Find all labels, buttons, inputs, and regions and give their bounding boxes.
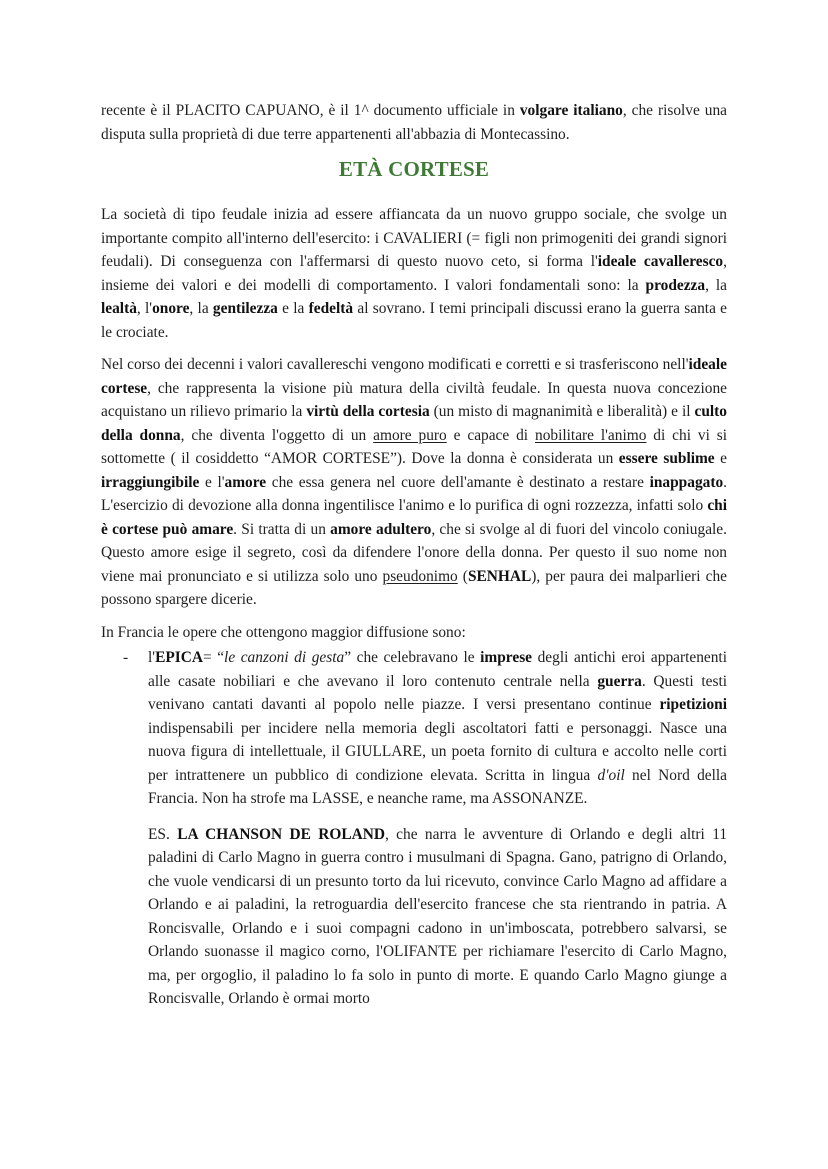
document-page: [101, 99, 727, 1011]
intro-paragraph: recente è il PLACITO CAPUANO, è il 1^ documento ufficiale in volgare italiano, che risolve una disputa sulla proprietà di due terre appartenenti all'abbazia di Montecassino.: [101, 102, 728, 143]
list-item-epica: [101, 646, 727, 811]
list-bullet: -: [123, 649, 129, 666]
paragraph-ideale-cortese: Nel corso dei decenni i valori cavallereschi vengono modificati e corretti e si trasferiscono nell'ideale cortese, che rappresenta la visione più matura della civiltà feudale. In questa nuova concezione acquistano un rilievo primario la virtù della cortesia (un misto di magnanimità e liberalità) e il culto della donna, che diventa l'oggetto di un amore puro e capace di nobilitare l'animo di chi vi si sottomette ( il cosiddetto “AMOR CORTESE”). Dove la donna è considerata un essere sublime e irraggiungibile e l'amore che essa genera nel cuore dell'amante è destinato a restare inappagato. L'esercizio di devozione alla donna ingentilisce l'animo e lo purifica di ogni rozzezza, infatti solo chi è cortese può amare. Si tratta di un amore adultero, che si svolge al di fuori del vincolo coniugale. Questo amore esige il segreto, così da difendere l'onore della donna. Per questo il suo nome non viene mai pronunciato e si utilizza solo uno pseudonimo (SENHAL), per paura dei malparlieri che possono spargere dicerie.: [101, 356, 728, 608]
chanson-de-roland-paragraph: ES. LA CHANSON DE ROLAND, che narra le avventure di Orlando e degli altri 11 paladini di Carlo Magno in guerra contro i musulmani di Spagna. Gano, patrigno di Orlando, che vuole vendicarsi di un presunto torto da lui ricevuto, convince Carlo Magno ad affidare a Orlando e ai paladini, la retroguardia dell'esercito francese che sta rientrando in patria. A Roncisvalle, Orlando e i suoi compagni cadono in un'imboscata, potrebbero salvarsi, se Orlando suonasse il magico corno, l'OLIFANTE per richiamare l'esercito di Carlo Magno, ma, per orgoglio, il paladino lo fa solo in punto di morte. E quando Carlo Magno giunge a Roncisvalle, Orlando è ormai morto: [148, 825, 728, 1007]
section-title: ETÀ CORTESE: [338, 157, 490, 181]
works-list: [101, 646, 727, 1011]
paragraph-francia: In Francia le opere che ottengono maggior diffusione sono:: [101, 623, 466, 641]
paragraph-cavalieri: La società di tipo feudale inizia ad essere affiancata da un nuovo gruppo sociale, che svolge un importante compito all'interno dell'esercito: i CAVALIERI (= figli non primogeniti dei grandi signori feudali). Di conseguenza con l'affermarsi di questo nuovo ceto, si forma l'ideale cavalleresco, insieme dei valori e dei modelli di comportamento. I valori fondamentali sono: la prodezza, la lealtà, l'onore, la gentilezza e la fedeltà al sovrano. I temi principali discussi erano la guerra santa e le crociate.: [101, 206, 728, 341]
epica-text: l'EPICA= “le canzoni di gesta” che celebravano le imprese degli antichi eroi appartenenti alle casate nobiliari e che avevano il loro contenuto centrale nella guerra. Questi testi venivano cantati davanti al popolo nelle piazze. I versi presentano continue ripetizioni indispensabili per incidere nella memoria degli ascoltatori fatti e personaggi. Nasce una nuova figura di intellettuale, il GIULLARE, un poeta fornito di cultura e accolto nelle corti per intrattenere un pubblico di condizione elevata. Scritta in lingua d'oil nel Nord della Francia. Non ha strofe ma LASSE, e neanche rame, ma ASSONANZE.: [148, 649, 727, 807]
